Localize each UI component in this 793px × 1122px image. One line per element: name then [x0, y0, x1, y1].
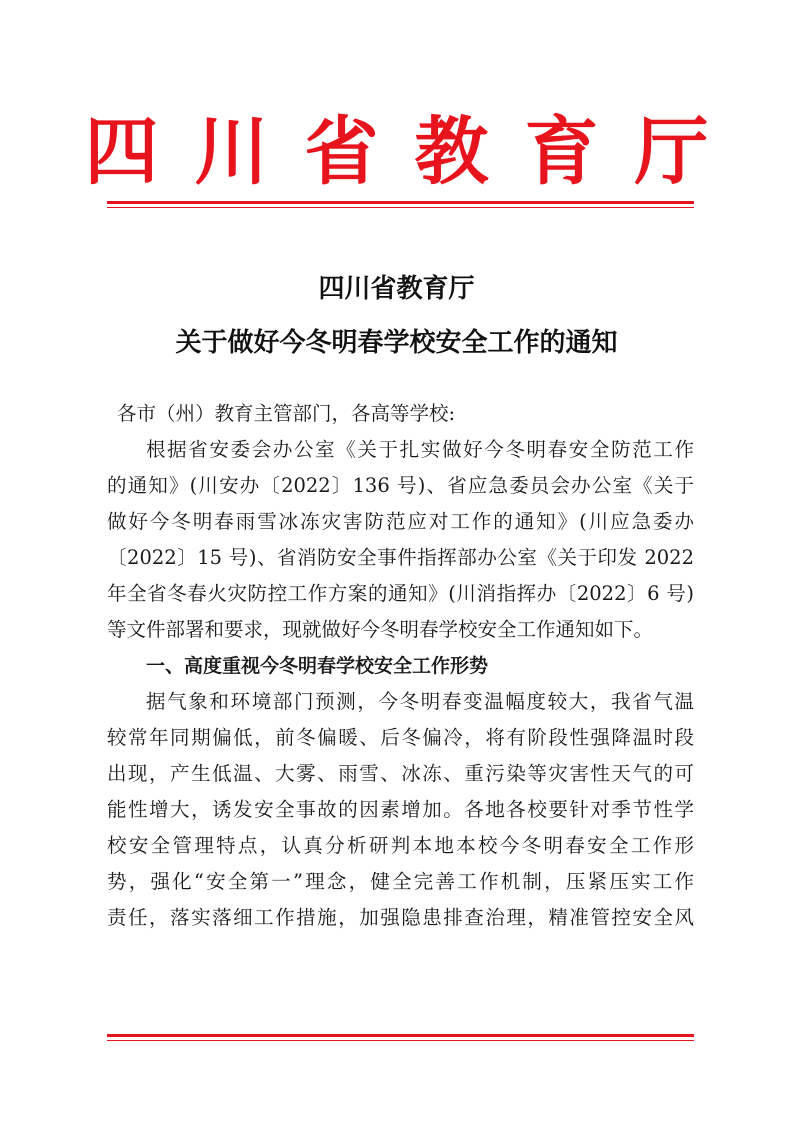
paragraph1-line: 年全省冬春火灾防控工作方案的通知》(川消指挥办〔2022〕6 号)	[107, 582, 694, 605]
paragraph1-line: 的通知》(川安办〔2022〕136 号)、省应急委员会办公室《关于	[107, 474, 694, 497]
header-red-rule-thin	[107, 207, 694, 208]
paragraph1-line: 根据省安委会办公室《关于扎实做好今冬明春安全防范工作	[146, 438, 694, 461]
paragraph2-line: 势，强化“安全第一”理念，健全完善工作机制，压紧压实工作	[107, 870, 694, 893]
document-title-line1: 四川省教育厅	[318, 274, 475, 304]
salutation: 各市（州）教育主管部门，各高等学校:	[117, 402, 456, 425]
footer-red-rule-thick	[107, 1034, 694, 1037]
document-title-line2: 关于做好今冬明春学校安全工作的通知	[175, 328, 618, 358]
paragraph2-line: 校安全管理特点，认真分析研判本地本校今冬明春安全工作形	[107, 834, 694, 857]
paragraph1-line: 做好今冬明春雨雪冰冻灾害防范应对工作的通知》(川应急委办	[107, 510, 694, 533]
paragraph1-line: 等文件部署和要求，现就做好今冬明春学校安全工作通知如下。	[107, 618, 654, 641]
section1-heading: 一、高度重视今冬明春学校安全工作形势	[146, 655, 489, 677]
masthead-org-name: 四川省教育厅	[84, 109, 745, 195]
header-red-rule-thick	[107, 201, 694, 204]
document-body	[107, 396, 694, 936]
paragraph2-line: 能性增大，诱发安全事故的因素增加。各地各校要针对季节性学	[107, 798, 694, 821]
footer-red-rule-thin	[107, 1040, 694, 1041]
paragraph1-line: 〔2022〕15 号)、省消防安全事件指挥部办公室《关于印发 2022	[107, 546, 694, 569]
paragraph2-line: 出现，产生低温、大雾、雨雪、冰冻、重污染等灾害性天气的可	[107, 762, 694, 785]
paragraph2-line: 责任，落实落细工作措施，加强隐患排查治理，精准管控安全风	[107, 906, 694, 929]
paragraph2-line: 较常年同期偏低，前冬偏暖、后冬偏冷，将有阶段性强降温时段	[107, 726, 694, 749]
paragraph2-line: 据气象和环境部门预测，今冬明春变温幅度较大，我省气温	[146, 690, 694, 713]
